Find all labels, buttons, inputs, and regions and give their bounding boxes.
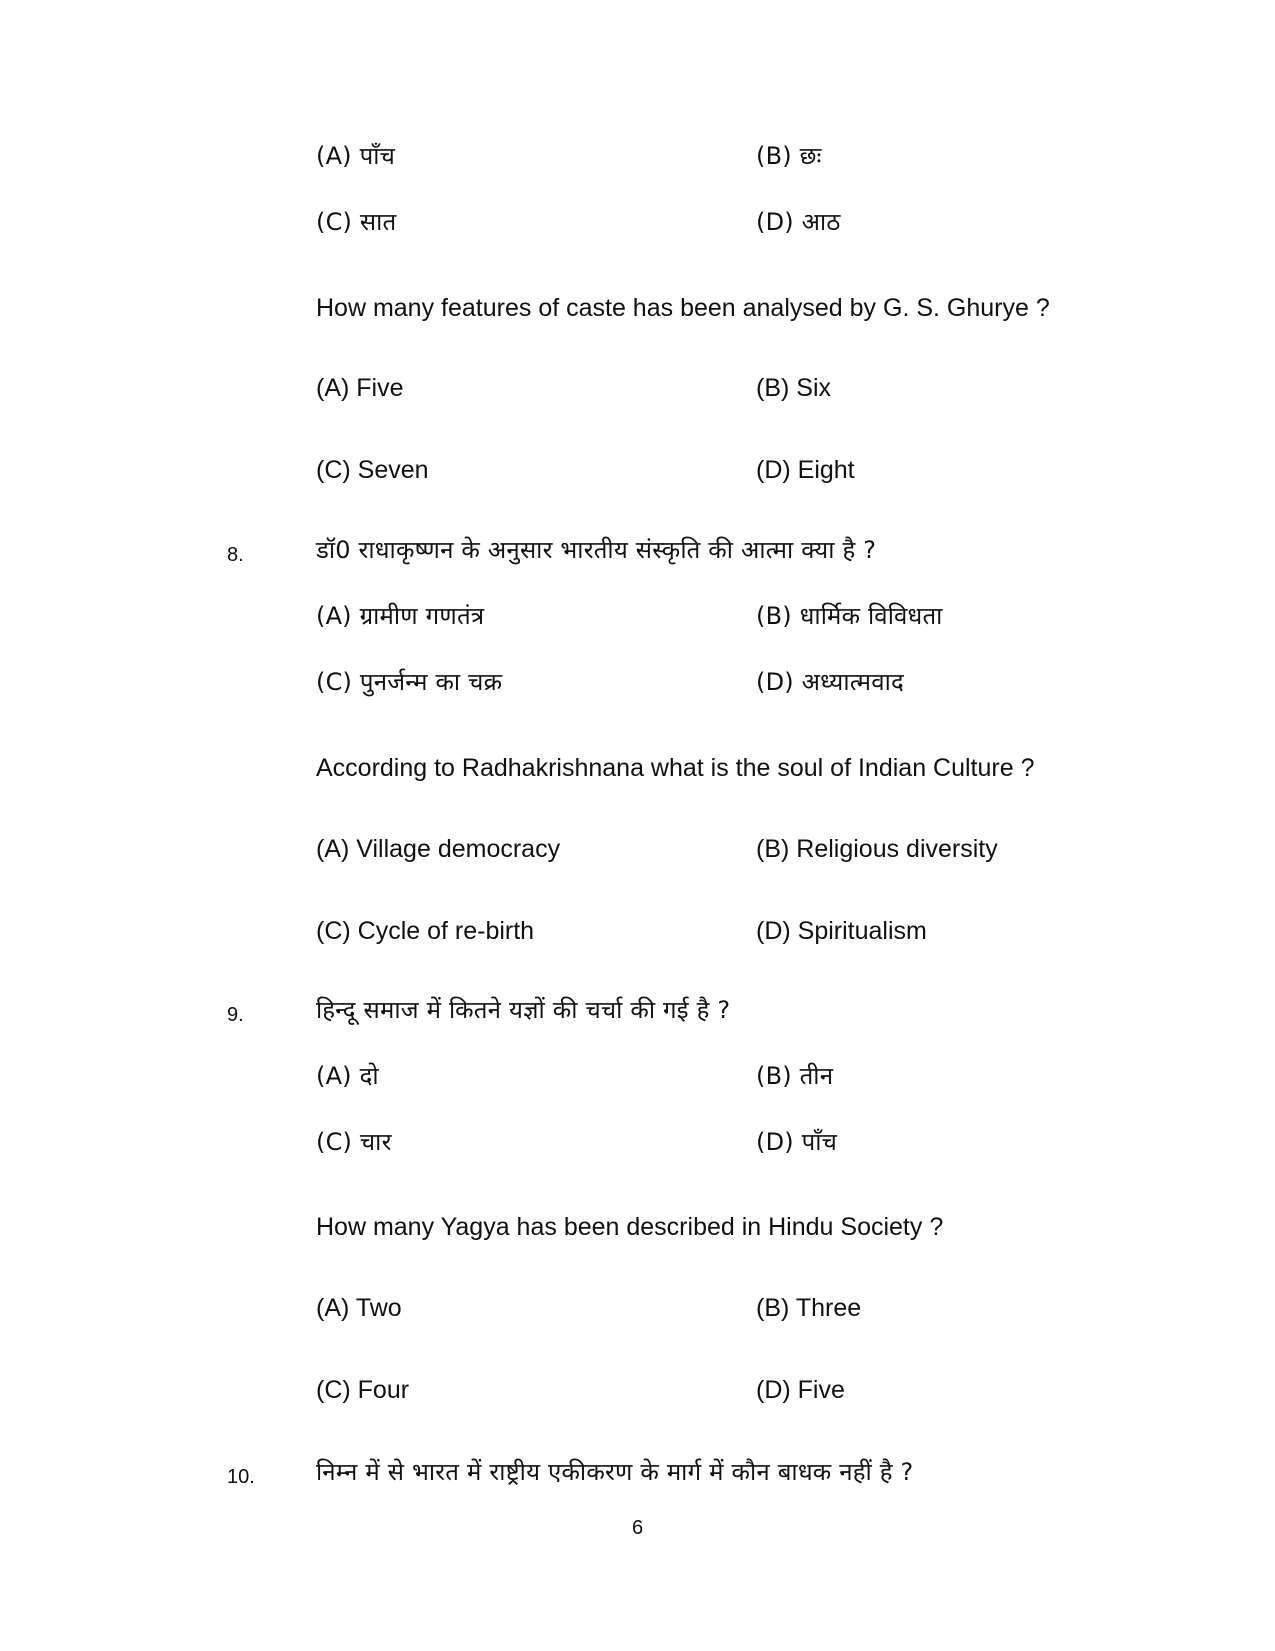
question-9-number: 9.: [227, 1004, 244, 1026]
q8-hindi-option-c: (C) पुनर्जन्म का चक्र: [316, 668, 503, 696]
q9-english-option-a: (A) Two: [316, 1294, 402, 1322]
question-10-number: 10.: [227, 1466, 255, 1488]
prev-english-question: How many features of caste has been analysed by G. S. Ghurye ?: [316, 294, 1050, 322]
question-8-english: According to Radhakrishnana what is the soul of Indian Culture ?: [316, 754, 1035, 782]
prev-english-option-b: (B) Six: [756, 374, 831, 402]
prev-hindi-option-d: (D) आठ: [756, 208, 841, 236]
q8-english-option-d: (D) Spiritualism: [756, 917, 927, 945]
prev-english-option-a: (A) Five: [316, 374, 404, 402]
q9-hindi-option-c: (C) चार: [316, 1128, 392, 1156]
q9-hindi-option-a: (A) दो: [316, 1062, 379, 1090]
q8-hindi-option-b: (B) धार्मिक विविधता: [756, 602, 943, 630]
q9-english-option-b: (B) Three: [756, 1294, 862, 1322]
q8-hindi-option-a: (A) ग्रामीण गणतंत्र: [316, 602, 485, 630]
prev-hindi-option-a: (A) पाँच: [316, 142, 396, 170]
q9-english-option-d: (D) Five: [756, 1376, 845, 1404]
q8-english-option-a: (A) Village democracy: [316, 835, 561, 863]
prev-hindi-option-c: (C) सात: [316, 208, 397, 236]
q9-hindi-option-b: (B) तीन: [756, 1062, 834, 1090]
q8-english-option-b: (B) Religious diversity: [756, 835, 998, 863]
prev-english-option-d: (D) Eight: [756, 456, 855, 484]
page-number: 6: [631, 1517, 644, 1539]
prev-hindi-option-b: (B) छः: [756, 142, 822, 170]
question-8-hindi: डॉ0 राधाकृष्णन के अनुसार भारतीय संस्कृति की आत्मा क्या है ?: [316, 536, 877, 564]
prev-english-option-c: (C) Seven: [316, 456, 429, 484]
question-9-hindi: हिन्दू समाज में कितने यज्ञों की चर्चा की गई है ?: [316, 996, 731, 1024]
q9-english-option-c: (C) Four: [316, 1376, 410, 1404]
question-9-english: How many Yagya has been described in Hindu Society ?: [316, 1213, 944, 1241]
q9-hindi-option-d: (D) पाँच: [756, 1128, 838, 1156]
q8-hindi-option-d: (D) अध्यात्मवाद: [756, 668, 904, 696]
q8-english-option-c: (C) Cycle of re-birth: [316, 917, 535, 945]
question-10-hindi: निम्न में से भारत में राष्ट्रीय एकीकरण के मार्ग में कौन बाधक नहीं है ?: [316, 1458, 914, 1486]
question-8-number: 8.: [227, 544, 244, 566]
